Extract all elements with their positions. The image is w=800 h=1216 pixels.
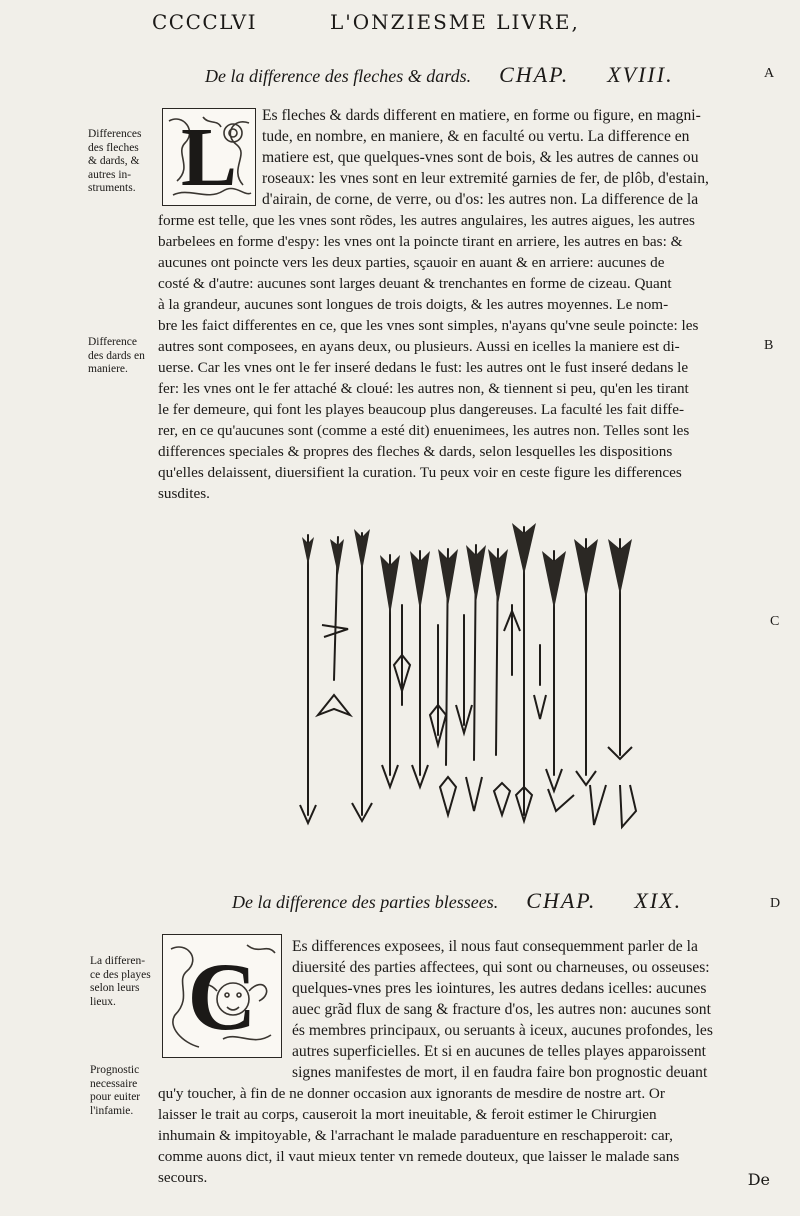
ch18-line-4: roseaux: les vnes sont en leur extremité garnies de fer, de plôb, d'estain, [262, 170, 709, 187]
ch18-line-9: costé & d'autre: aucunes sont larges deuant & trenchantes en forme de cizeau. Quant [158, 275, 672, 292]
margin-note-3 [90, 955, 151, 1009]
chapter-18-heading [205, 62, 674, 88]
running-title: L'ONZIESME LIVRE, [330, 10, 580, 34]
ch18-line-19: susdites. [158, 485, 210, 502]
section-mark-b: B [764, 338, 774, 353]
chapter-19-heading [232, 888, 682, 914]
chapter-18-title: De la difference des fleches & dards. [205, 66, 472, 86]
section-mark-d: D [770, 896, 781, 911]
ch19-line-9: laisser le trait au corps, causeroit la mort ineuitable, & feroit estimer le Chirurgien [158, 1106, 657, 1123]
margin-note-line: autres in- [88, 168, 132, 181]
ornamental-initial-c [162, 934, 282, 1058]
margin-note-line: Difference [88, 336, 137, 348]
ch18-line-8: aucunes ont poincte vers les deux parties, sçauoir en auant & en arriere: aucunes de [158, 254, 665, 271]
ch18-line-18: qu'elles delaissent, diuersifient la curation. Tu peux voir en ceste figure les differences [158, 464, 682, 481]
ch18-line-6: forme est telle, que les vnes sont rõdes, les autres angulaires, les autres aigues, les autres [158, 212, 695, 229]
margin-note-line: des dards en [88, 349, 145, 362]
ch18-line-3: matiere est, que quelques-vnes sont de bois, & les autres de cannes ou [262, 149, 699, 166]
ch19-line-7: signes manifestes de mort, il en faudra faire bon prognostic deuant [292, 1064, 708, 1081]
ch18-line-7: barbelees en forme d'espy: les vnes ont la poincte tirant en arriere, les autres en bas: & [158, 233, 683, 250]
margin-note-line: Differences [88, 128, 142, 140]
ch19-line-8: qu'y toucher, à fin de ne donner occasion aux ignorants de mesdire de nostre art. Or [158, 1085, 665, 1102]
ch18-line-1: Es fleches & dards different en matiere, en forme ou figure, en magni- [262, 107, 701, 124]
margin-note-1 [88, 128, 141, 196]
catchword: De [747, 1170, 770, 1189]
ch18-line-15: le fer demeure, qui font les playes beaucoup plus dangereuses. La faculté les fait diffe- [158, 401, 685, 418]
margin-note-line: La differen- [90, 955, 146, 967]
ch18-line-13: uerse. Car les vnes ont le fer inseré dedans le fust: les autres ont le fust inseré dedans le [158, 359, 689, 376]
section-mark-c: C [770, 614, 780, 629]
ch19-line-1: Es differences exposees, il nous faut consequemment parler de la [292, 938, 698, 955]
ch18-line-2: tude, en nombre, en maniere, & en faculté ou vertu. La difference en [262, 128, 690, 145]
margin-note-4 [90, 1064, 140, 1118]
ch18-line-10: à la grandeur, aucunes sont longues de trois doigts, & les autres moyennes. Le nom- [158, 296, 669, 313]
margin-note-line: & dards, & [88, 155, 140, 167]
margin-note-line: selon leurs [90, 982, 140, 994]
ch18-line-17: differences speciales & propres des fleches & dards, selon lesquelles les dispositions [158, 443, 673, 460]
ch19-line-2: diuersité des parties affectees, qui sont ou charneuses, ou osseuses: [292, 959, 710, 976]
margin-note-line: Prognostic [90, 1064, 140, 1076]
ch19-line-3: quelques-vnes pres les iointures, les autres dedans icelles: aucunes [292, 980, 707, 997]
folio-number: CCCCLVI [152, 10, 257, 34]
initial-letter-c: C [187, 942, 257, 1050]
chapter-18-label: CHAP. [499, 62, 570, 87]
ch19-line-11: comme auons dict, il vaut mieux tenter vn remede douteux, que laisser le malade sans [158, 1148, 680, 1165]
margin-note-2 [88, 336, 145, 377]
ch18-line-12: autres sont composees, en ayans deux, ou plusieurs. Aussi en icelles la maniere est di- [158, 338, 680, 355]
ch18-line-16: rer, en ce qu'aucunes sont (comme a esté dit) enuenimees, les autres non. Telles sont les [158, 422, 690, 439]
ornamental-initial-l [162, 108, 256, 206]
ch19-line-5: és membres principaux, ou seruants à iceux, aucunes profondes, les [292, 1022, 713, 1039]
ch19-line-6: autres superficielles. Et si en aucunes de telles playes apparoissent [292, 1043, 706, 1060]
section-mark-a: A [764, 66, 775, 81]
chapter-19-number: XIX. [634, 888, 683, 913]
margin-note-line: pour euiter [90, 1091, 141, 1103]
chapter-19-title: De la difference des parties blessees. [232, 892, 499, 912]
margin-note-line: lieux. [90, 995, 116, 1008]
ch18-line-5: d'airain, de corne, de verre, ou d'os: les autres non. La difference de la [262, 191, 699, 208]
margin-note-line: necessaire [90, 1077, 138, 1090]
ch18-line-11: bre les faict differentes en ce, que les vnes sont simples, n'ayans qu'vne seule poincte: les [158, 317, 699, 334]
chapter-19-label: CHAP. [526, 888, 597, 913]
ch19-line-12: secours. [158, 1169, 208, 1186]
chapter-18-number: XVIII. [607, 62, 674, 87]
ch19-line-10: inhumain & impitoyable, & l'arrachant le malade paraduenture en reschapperoit: car, [158, 1127, 673, 1144]
margin-note-line: struments. [88, 182, 136, 194]
margin-note-line: l'infamie. [90, 1104, 134, 1117]
ch18-line-14: fer: les vnes ont le fer attaché & cloué: les autres non, & tiennent si peu, qu'en les tirant [158, 380, 689, 397]
margin-note-line: des fleches [88, 141, 139, 154]
arrows-woodcut-illustration [290, 515, 650, 835]
margin-note-line: ce des playes [90, 968, 151, 981]
margin-note-line: maniere. [88, 363, 128, 375]
initial-letter-l: L [180, 110, 238, 204]
ch19-line-4: auec grãd flux de sang & fracture d'os, les autres non: aucunes sont [292, 1001, 711, 1018]
